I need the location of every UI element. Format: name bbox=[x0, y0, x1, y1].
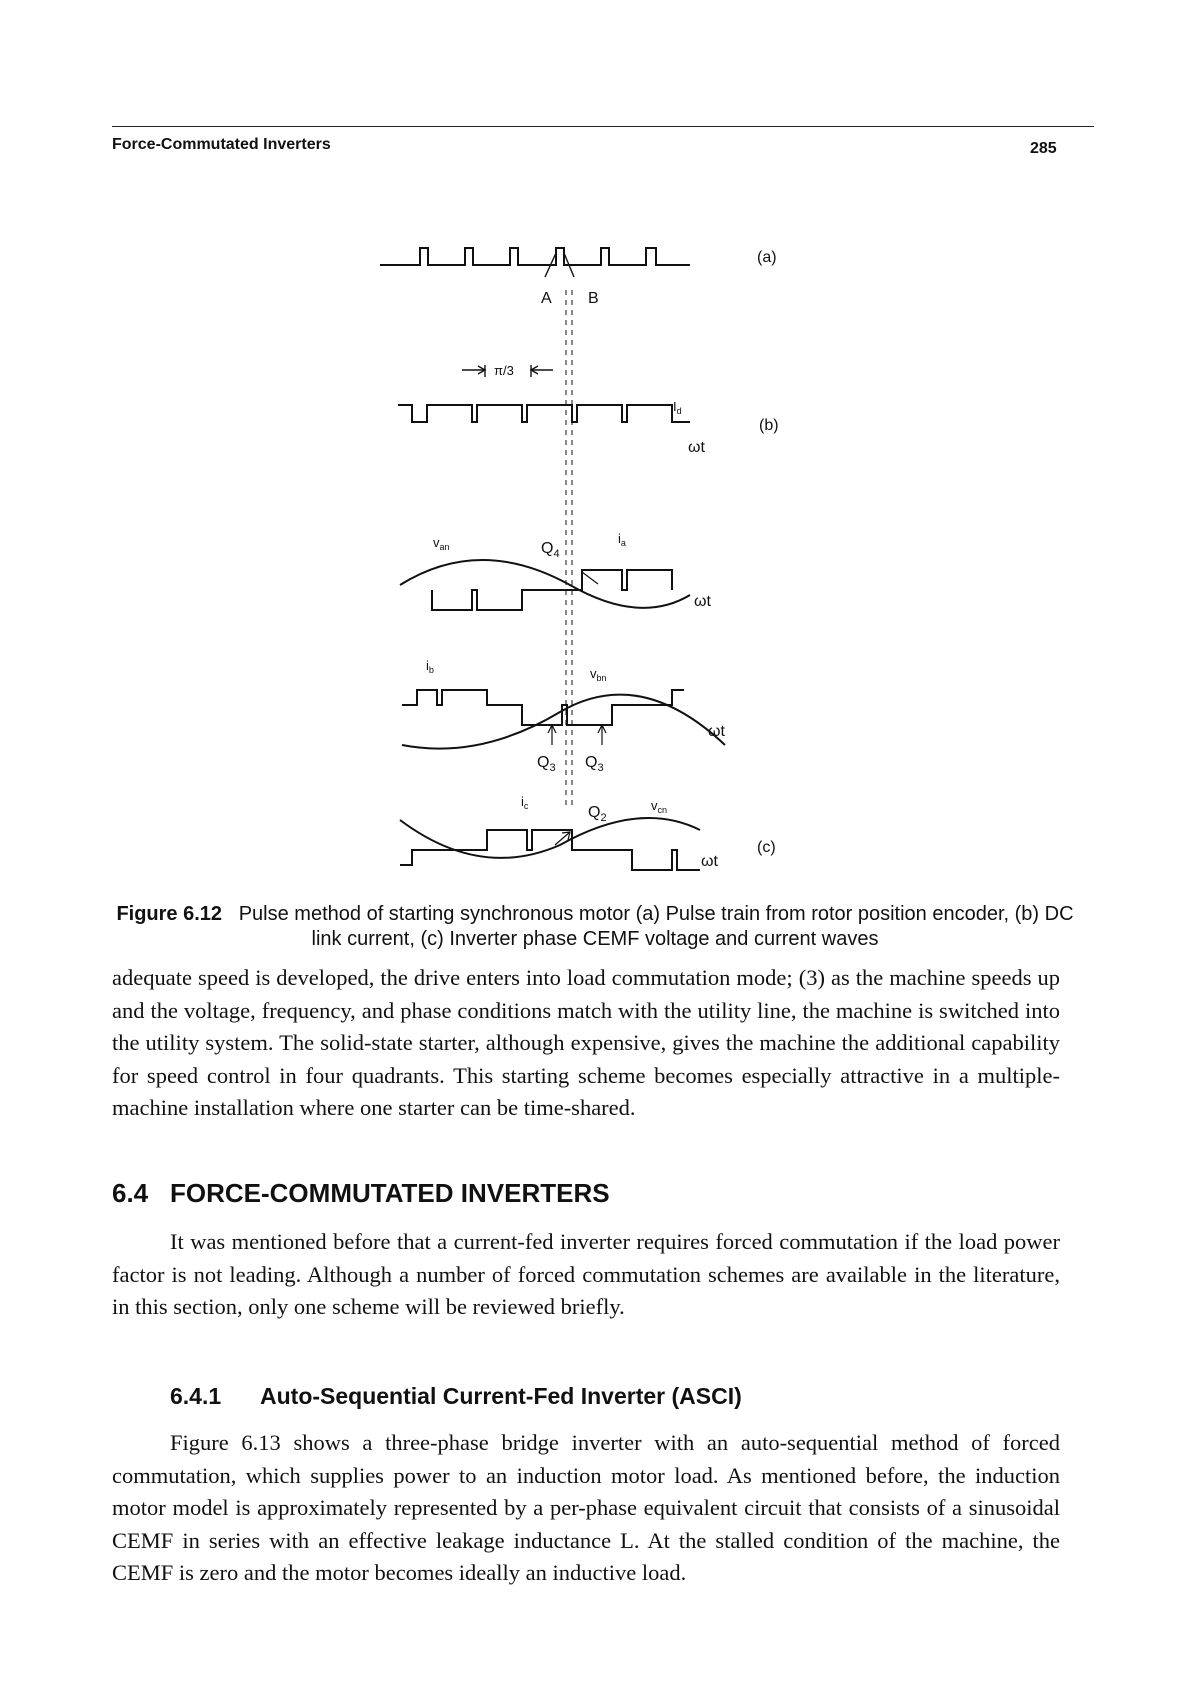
caption-text: Pulse method of starting synchronous motor (a) Pulse train from rotor position encoder, (b) DC link current, (c) Inverter phase CEMF voltage and current waves bbox=[238, 903, 1074, 950]
label-pi3: π/3 bbox=[494, 363, 514, 378]
label-ic: $i_c$ bbox=[521, 794, 529, 811]
caption-label: Figure 6.12 bbox=[116, 903, 223, 925]
label-Q4: $Q_4$ bbox=[541, 540, 560, 560]
dc-link-current-b bbox=[398, 405, 690, 422]
section-heading bbox=[112, 1178, 610, 1209]
paragraph-section-intro: It was mentioned before that a current-fed inverter requires forced commutation if the load power factor is not leading. Although a number of forced commutation schemes are available in the literature, in this section, only one scheme will be reviewed briefly. bbox=[112, 1229, 1060, 1319]
vab-waveform bbox=[400, 560, 690, 608]
vbn-waveform bbox=[402, 695, 725, 749]
section-number: 6.4 bbox=[112, 1178, 149, 1208]
vcn-waveform bbox=[400, 818, 700, 858]
q3-arrow-left bbox=[548, 725, 556, 745]
label-omega-t-c1: ωt bbox=[694, 593, 711, 610]
reference-dashed-lines bbox=[566, 290, 572, 810]
label-Id: $I_d$ bbox=[673, 399, 682, 416]
q3-arrow-right bbox=[598, 725, 606, 745]
paragraph-asci: Figure 6.13 shows a three-phase bridge inverter with an auto-sequential method of forced commutation, which supplies power to an induction motor load. As mentioned before, the induction motor model is approximately represented by a per-phase equivalent circuit that consists of a sinusoidal CEMF in series with an effective leakage inductance L. At the stalled condition of the machine, the CEMF is zero and the motor becomes ideally an inductive load. bbox=[112, 1430, 1060, 1585]
ib-waveform bbox=[402, 690, 684, 725]
label-Q3-left: $Q_3$ bbox=[537, 754, 556, 774]
label-omega-t-c3: ωt bbox=[701, 853, 718, 870]
paragraph-continued: adequate speed is developed, the drive enters into load commutation mode; (3) as the machine speeds up and the voltage, frequency, and phase conditions match with the utility line, the machine is switched into the utility system. The solid-state starter, although expensive, gives the machine the additional capability for speed control in four quadrants. This starting scheme becomes especially attractive in a multiple-machine installation where one starter can be time-shared. bbox=[112, 965, 1060, 1120]
panel-label-c: (c) bbox=[757, 839, 776, 856]
label-A: A bbox=[541, 290, 552, 307]
label-ib: $i_b$ bbox=[426, 658, 434, 675]
pulse-train-a bbox=[380, 248, 690, 265]
running-head: Force-Commutated Inverters bbox=[112, 136, 331, 153]
page-number: 285 bbox=[1030, 140, 1057, 157]
label-omega-t-c2: ωt bbox=[708, 723, 725, 740]
subsection-title: Auto-Sequential Current-Fed Inverter (ASCI) bbox=[260, 1383, 742, 1409]
label-vcn: $v_{cn}$ bbox=[651, 798, 668, 815]
label-Q2: $Q_2$ bbox=[588, 804, 607, 824]
label-omega-t-b: ωt bbox=[688, 439, 705, 456]
label-vbn: $v_{bn}$ bbox=[590, 666, 607, 683]
label-B: B bbox=[588, 290, 599, 307]
panel-label-b: (b) bbox=[759, 417, 779, 434]
panel-label-a: (a) bbox=[757, 249, 777, 266]
label-ia: $i_a$ bbox=[618, 531, 626, 548]
figure-caption bbox=[100, 902, 1090, 952]
subsection-heading bbox=[170, 1383, 742, 1410]
label-Q3-right: $Q_3$ bbox=[585, 754, 604, 774]
label-van: $v_{an}$ bbox=[433, 535, 450, 552]
subsection-number: 6.4.1 bbox=[170, 1383, 222, 1409]
section-title: FORCE-COMMUTATED INVERTERS bbox=[170, 1178, 610, 1208]
